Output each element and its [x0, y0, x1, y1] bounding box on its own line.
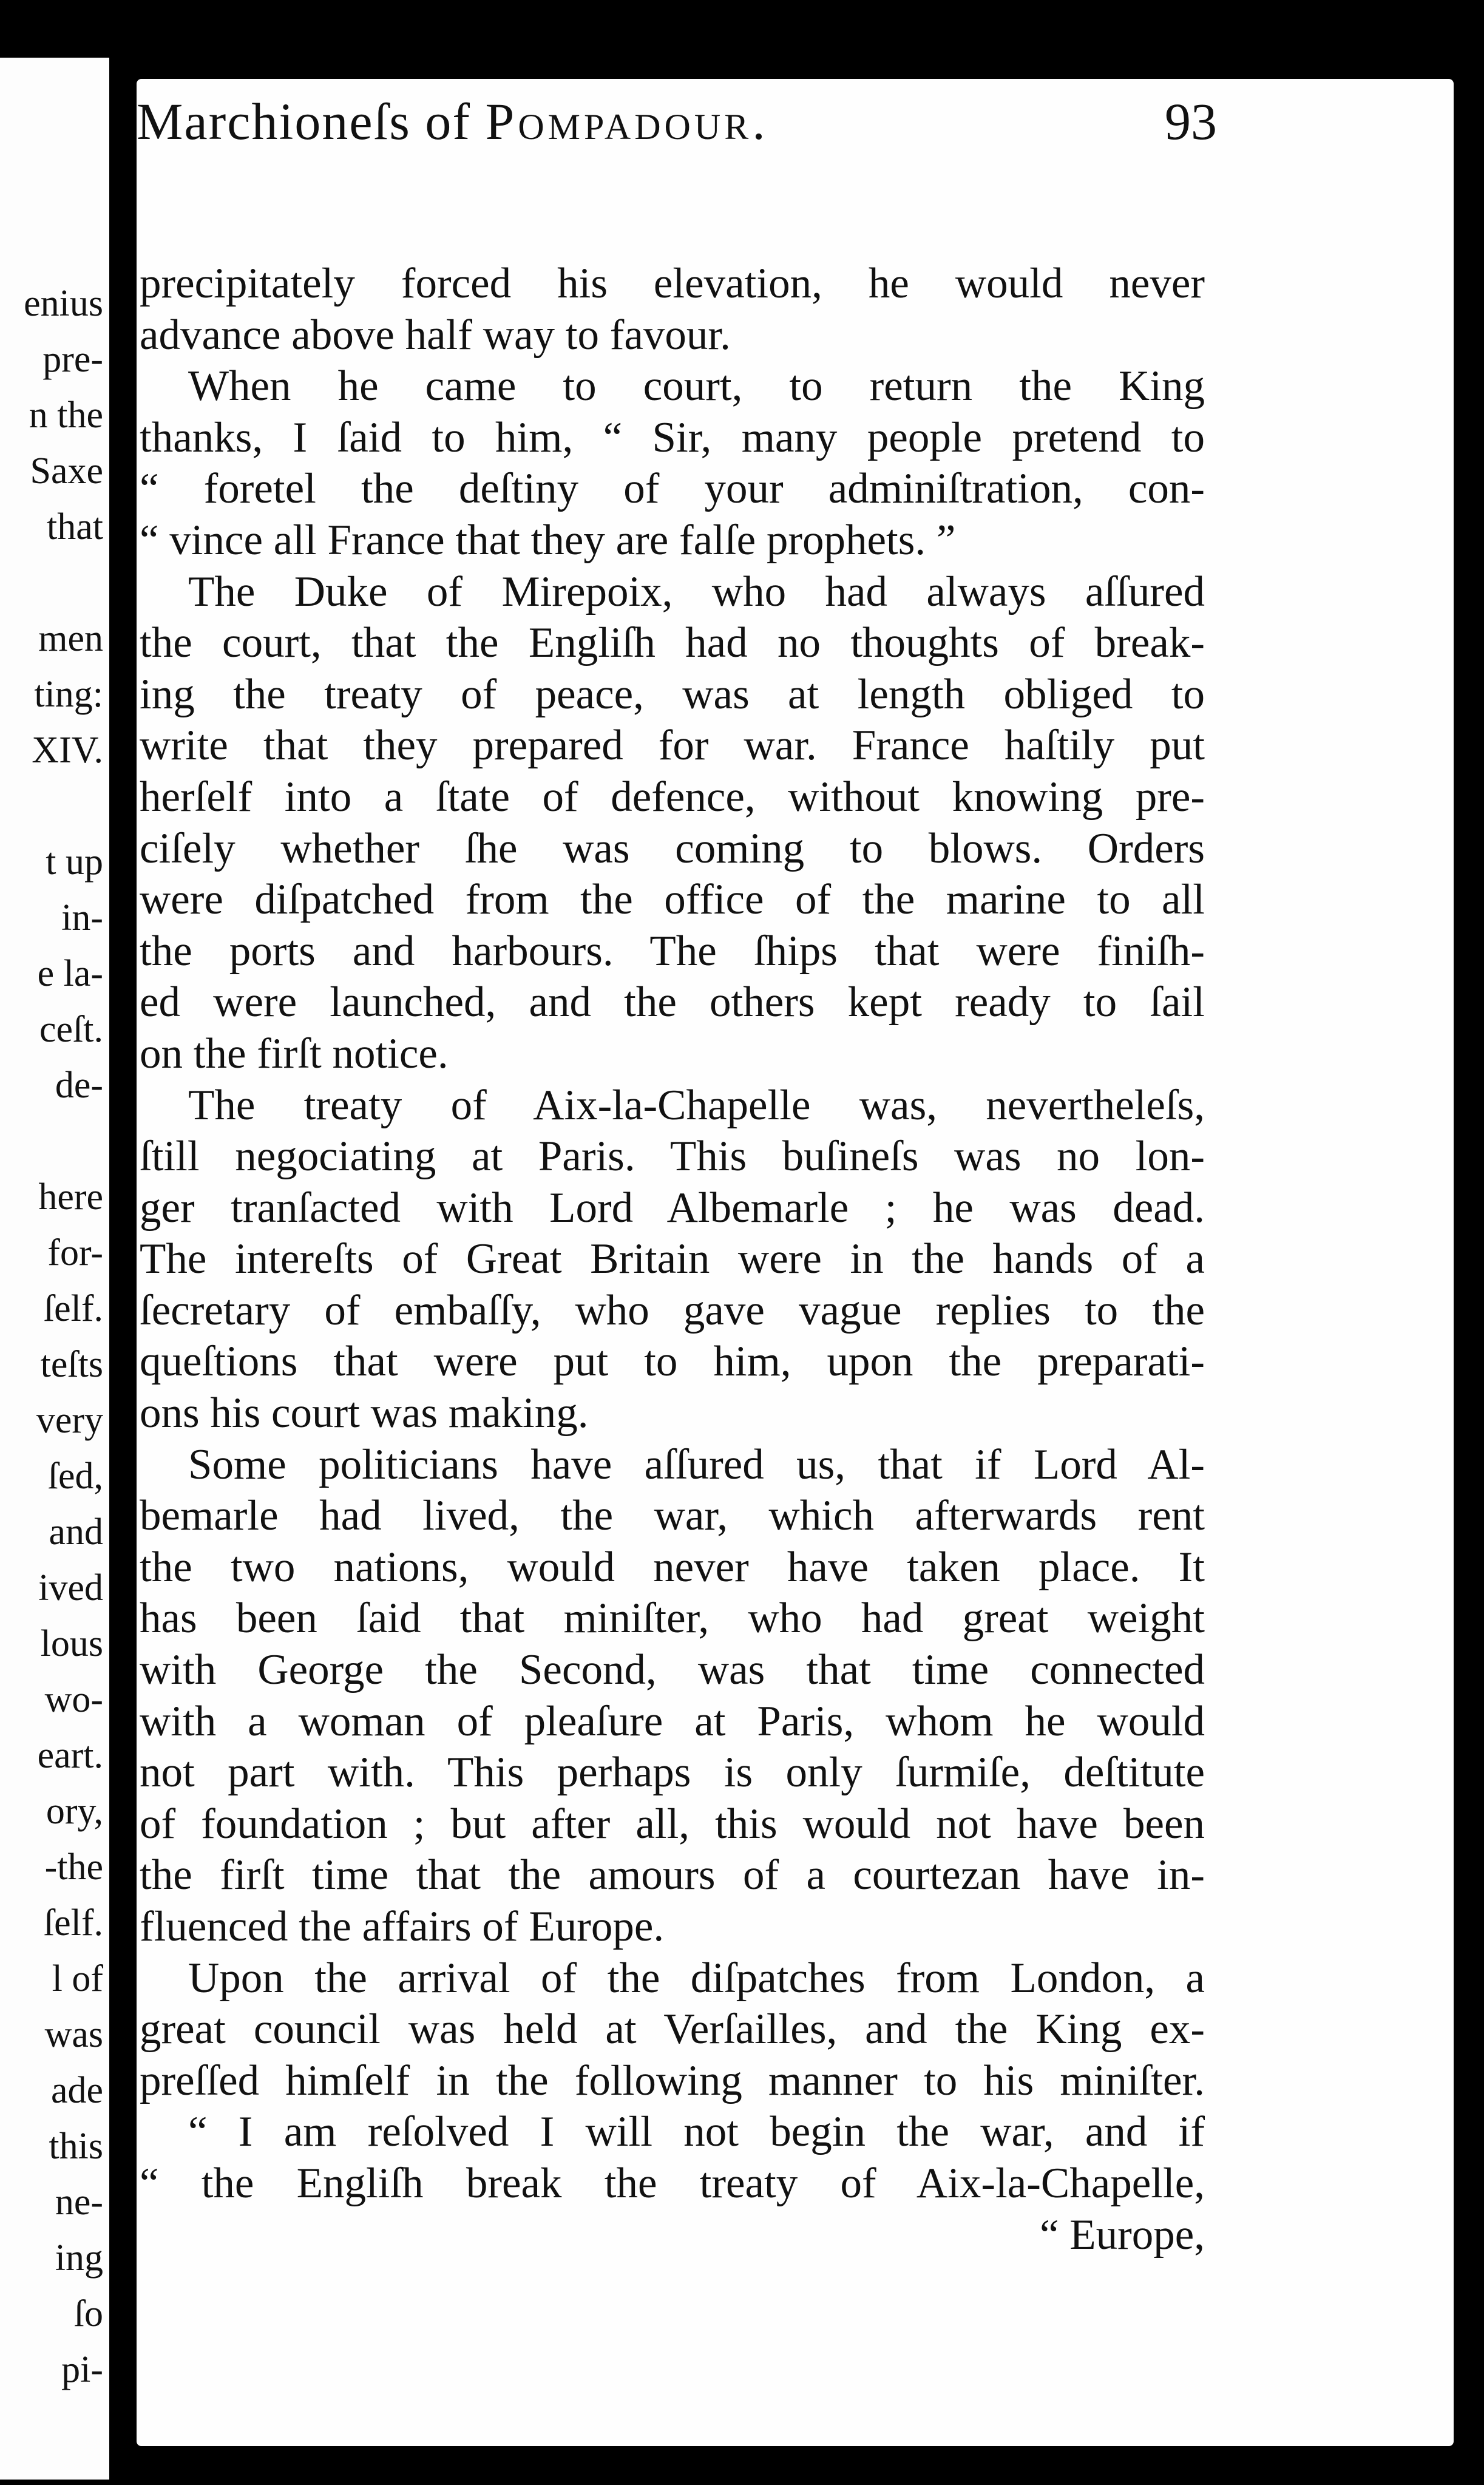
- text-line: with a woman of pleaſure at Paris, whom he would: [140, 1697, 1205, 1745]
- previous-page-fragment: that: [47, 506, 103, 548]
- previous-page-fragment: and: [49, 1511, 103, 1553]
- previous-page-fragment: -the: [44, 1846, 103, 1888]
- previous-page-fragment: Saxe: [30, 450, 103, 492]
- text-line: “ foretel the deſtiny of your adminiſtration, con-: [140, 465, 1205, 513]
- text-line: The treaty of Aix-la-Chapelle was, nevertheleſs,: [188, 1081, 1205, 1129]
- text-line: the court, that the Engliſh had no thoughts of break-: [140, 619, 1205, 667]
- previous-page-fragment: ory,: [46, 1791, 103, 1832]
- text-line: ger tranſacted with Lord Albemarle ; he was dead.: [140, 1184, 1205, 1232]
- text-line: When he came to court, to return the King: [188, 362, 1205, 410]
- text-line: “ vince all France that they are falſe prophets. ”: [140, 516, 956, 564]
- text-line: were diſpatched from the office of the marine to all: [140, 876, 1205, 924]
- text-line: ed were launched, and the others kept ready to ſail: [140, 978, 1205, 1026]
- text-line: precipitately forced his elevation, he would never: [140, 260, 1205, 307]
- text-line: ſecretary of embaſſy, who gave vague replies to the: [140, 1286, 1205, 1334]
- text-line: Upon the arrival of the diſpatches from London, a: [188, 1954, 1205, 2002]
- text-line: advance above half way to favour.: [140, 311, 731, 359]
- previous-page-fragment: in-: [61, 897, 103, 938]
- previous-page-fragment: ſed,: [47, 1456, 103, 1497]
- previous-page-fragment: n the: [29, 395, 103, 436]
- text-line: fluenced the affairs of Europe.: [140, 1903, 665, 1950]
- previous-page-fragment: pre-: [42, 339, 103, 380]
- previous-page-fragment: ſelf.: [43, 1288, 103, 1329]
- previous-page-fragment: wo-: [44, 1679, 103, 1720]
- text-line: Some politicians have aſſured us, that if Lord Al-: [188, 1440, 1205, 1488]
- previous-page-fragment: ade: [50, 2070, 103, 2111]
- text-line: on the firſt notice.: [140, 1029, 449, 1077]
- previous-page-fragment: ſo: [73, 2293, 103, 2334]
- previous-page-fragment: ing: [55, 2237, 103, 2279]
- text-line: ſtill negociating at Paris. This buſineſs was no lon-: [140, 1133, 1205, 1181]
- text-line: “ I am reſolved I will not begin the war, and if: [188, 2108, 1205, 2156]
- page-number: 93: [1165, 92, 1217, 151]
- book-spine-gutter: [109, 0, 137, 2485]
- text-line: queſtions that were put to him, upon the preparati-: [140, 1338, 1205, 1386]
- text-line: of foundation ; but after all, this would not have been: [140, 1800, 1205, 1848]
- previous-page-fragment: here: [38, 1176, 103, 1218]
- text-line: the firſt time that the amours of a courtezan have in-: [140, 1851, 1205, 1899]
- previous-page-fragment: ſelf.: [43, 1902, 103, 1944]
- text-line: write that they prepared for war. France haſtily put: [140, 722, 1205, 770]
- text-line: not part with. This perhaps is only ſurmiſe, deſtitute: [140, 1749, 1205, 1797]
- previous-page-fragment: ceſt.: [39, 1009, 103, 1050]
- catchword: “ Europe,: [1039, 2211, 1205, 2259]
- running-title: [137, 91, 769, 152]
- text-line: ons his court was making.: [140, 1389, 589, 1437]
- text-line: ciſely whether ſhe was coming to blows. Orders: [140, 824, 1205, 872]
- running-title-main: Marchioneſs of: [137, 92, 486, 151]
- text-line: with George the Second, was that time connected: [140, 1646, 1205, 1694]
- previous-page-fragment: ne-: [55, 2182, 103, 2223]
- text-line: the two nations, would never have taken place. It: [140, 1543, 1205, 1591]
- previous-page-fragment: de-: [55, 1065, 103, 1106]
- previous-page-fragment: men: [38, 618, 103, 659]
- text-line: The intereſts of Great Britain were in the hands of a: [140, 1235, 1205, 1283]
- previous-page-fragment: ting:: [34, 674, 103, 715]
- previous-page-fragment: t up: [46, 841, 103, 883]
- previous-page-edge: [0, 58, 109, 2480]
- text-line: bemarle had lived, the war, which afterwards rent: [140, 1492, 1205, 1540]
- previous-page-fragment: e la-: [37, 953, 103, 994]
- text-line: has been ſaid that miniſter, who had great weight: [140, 1595, 1205, 1643]
- text-line: thanks, I ſaid to him, “ Sir, many people pretend to: [140, 413, 1205, 461]
- previous-page-fragment: was: [44, 2014, 103, 2055]
- previous-page-fragment: teſts: [40, 1344, 103, 1385]
- previous-page-fragment: very: [36, 1400, 103, 1441]
- text-line: the ports and harbours. The ſhips that were finiſh-: [140, 927, 1205, 975]
- previous-page-fragment: for-: [47, 1232, 103, 1273]
- previous-page-fragment: lous: [40, 1623, 103, 1664]
- text-line: “ the Engliſh break the treaty of Aix-la-Chapelle,: [140, 2159, 1205, 2207]
- previous-page-fragment: this: [49, 2126, 103, 2167]
- previous-page-fragment: XIV.: [32, 730, 103, 771]
- running-title-name: Pompadour.: [485, 92, 769, 151]
- previous-page-fragment: l of: [52, 1958, 103, 1999]
- text-line: ing the treaty of peace, was at length obliged to: [140, 670, 1205, 718]
- body-text: [140, 258, 1205, 2260]
- text-line: The Duke of Mirepoix, who had always aſſured: [188, 568, 1205, 615]
- previous-page-fragment: ived: [38, 1567, 103, 1609]
- text-line: herſelf into a ſtate of defence, without knowing pre-: [140, 773, 1205, 821]
- previous-page-fragment: eart.: [37, 1735, 103, 1776]
- previous-page-fragment: pi-: [61, 2349, 103, 2390]
- text-line: preſſed himſelf in the following manner to his miniſter.: [140, 2056, 1205, 2104]
- page-header: [137, 91, 1217, 176]
- previous-page-fragment: enius: [24, 283, 103, 324]
- text-line: great council was held at Verſailles, and the King ex-: [140, 2005, 1205, 2053]
